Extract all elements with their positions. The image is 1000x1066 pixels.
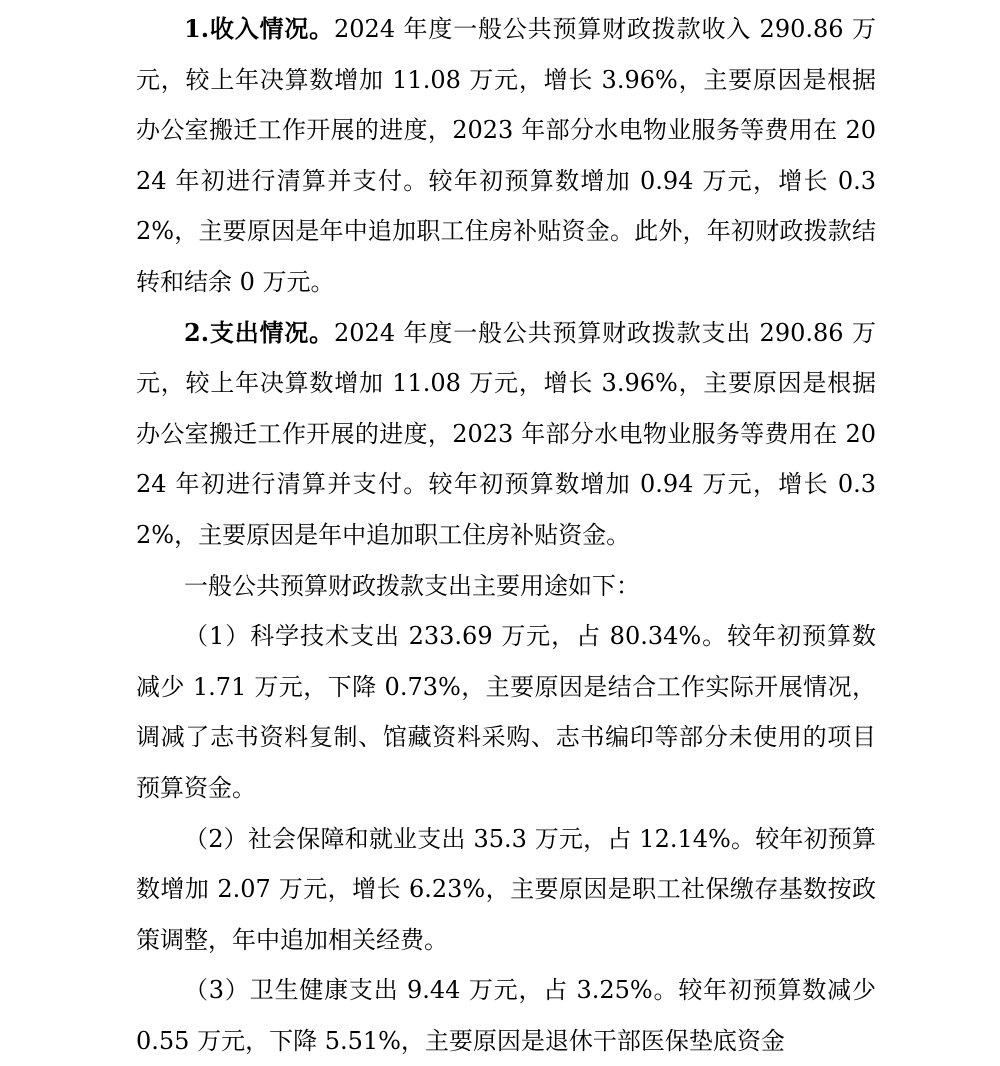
science-tech-text: （1）科学技术支出 233.69 万元，占 80.34%。较年初预算数减少 1.71 万元，下降 0.73%，主要原因是结合工作实际开展情况，调减了志书资料复制、馆藏资料采购、志书编印等部分未使用的项目预算资金。 xyxy=(136,622,876,802)
health-text: （3）卫生健康支出 9.44 万元，占 3.25%。较年初预算数减少 0.55 万元，下降 5.51%，主要原因是退休干部医保垫底资金 xyxy=(136,976,876,1055)
health-paragraph xyxy=(136,965,876,1066)
income-text: 2024 年度一般公共预算财政拨款收入 290.86 万元，较上年决算数增加 11.08 万元，增长 3.96%，主要原因是根据办公室搬迁工作开展的进度，2023 年部分水电物业服务等费用在 2024 年初进行清算并支付。较年初预算数增加 0.94 万元，增长 0.32%，主要原因是年中追加职工住房补贴资金。此外，年初财政拨款结转和结余 0 万元。 xyxy=(136,15,876,296)
expenditure-heading: 2.支出情况。 xyxy=(184,317,335,347)
expenditure-text: 2024 年度一般公共预算财政拨款支出 290.86 万元，较上年决算数增加 11.08 万元，增长 3.96%，主要原因是根据办公室搬迁工作开展的进度，2023 年部分水电物业服务等费用在 2024 年初进行清算并支付。较年初预算数增加 0.94 万元，增长 0.32%，主要原因是年中追加职工住房补贴资金。 xyxy=(136,318,876,549)
expenditure-paragraph xyxy=(136,308,876,561)
income-heading: 1.收入情况。 xyxy=(184,14,335,43)
usage-intro-paragraph xyxy=(136,561,876,612)
usage-intro-text: 一般公共预算财政拨款支出主要用途如下： xyxy=(184,571,640,600)
social-security-text: （2）社会保障和就业支出 35.3 万元，占 12.14%。较年初预算数增加 2.07 万元，增长 6.23%，主要原因是职工社保缴存基数按政策调整，年中追加相关经费。 xyxy=(136,824,876,954)
income-paragraph xyxy=(136,4,876,308)
document-page xyxy=(136,4,876,1066)
social-security-paragraph xyxy=(136,814,876,966)
science-tech-paragraph xyxy=(136,611,876,813)
